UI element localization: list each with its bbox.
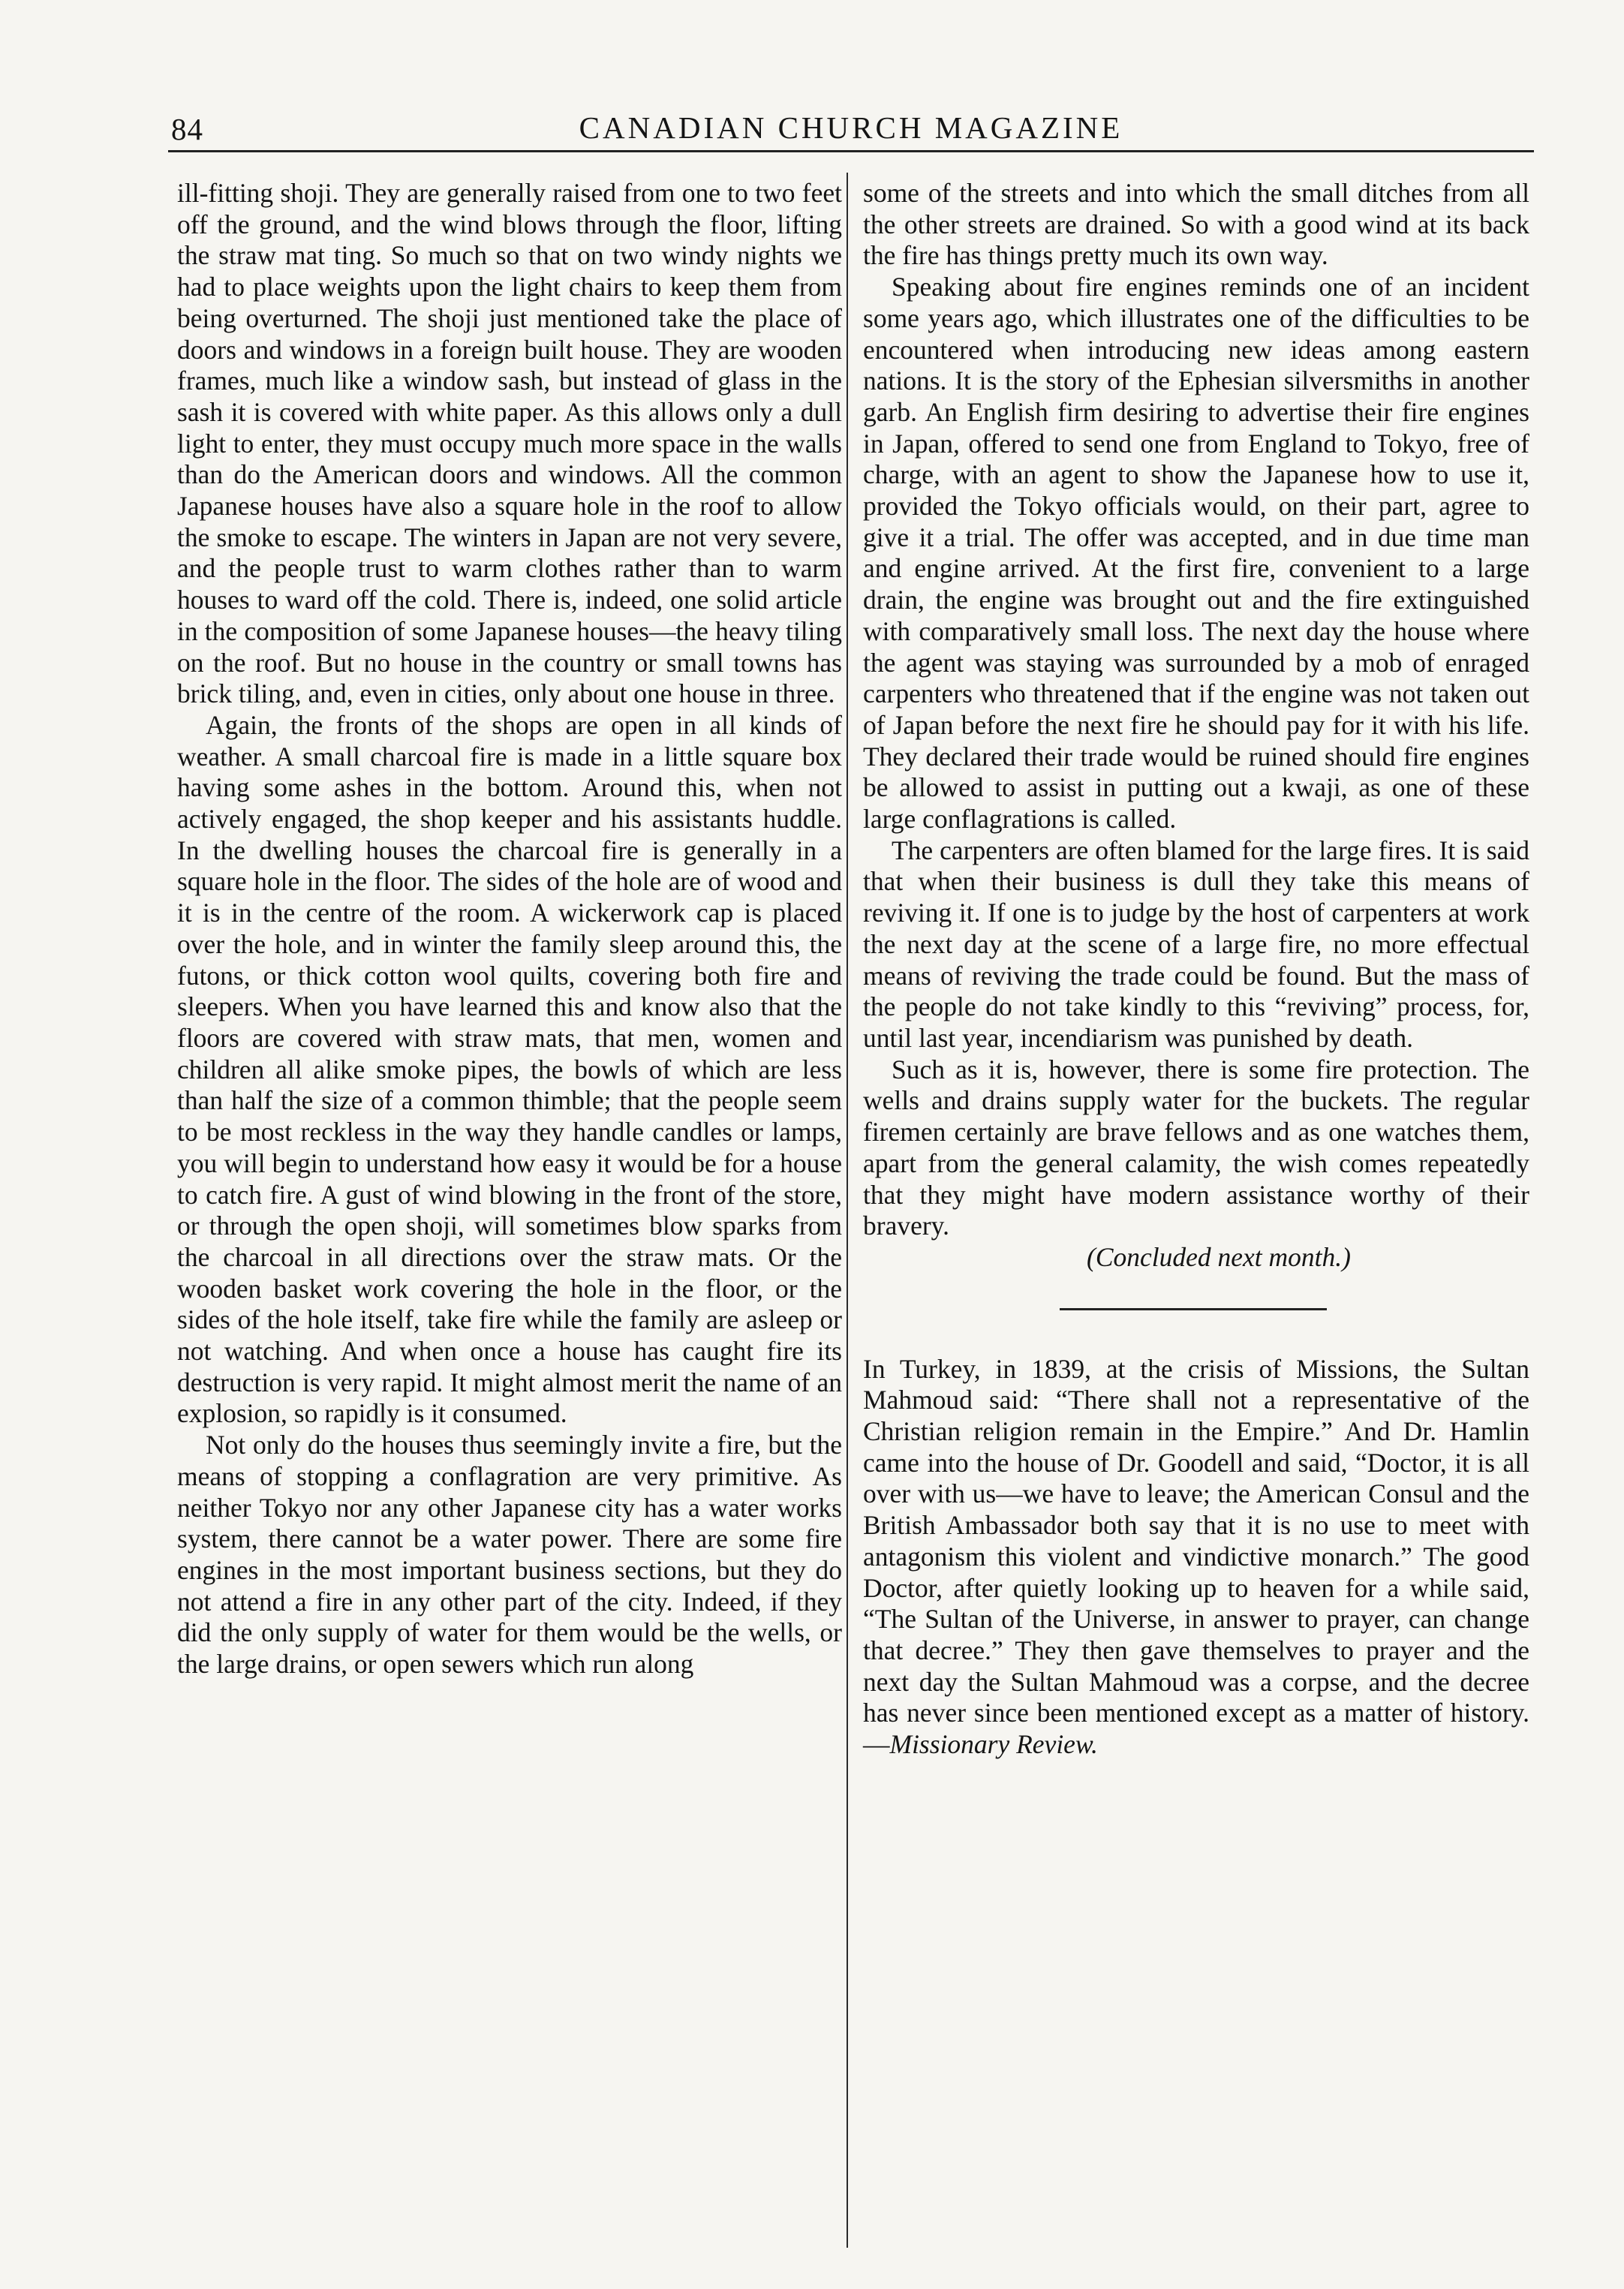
paragraph: some of the streets and into which the small ditches from all the other streets are drained. So with a good wind at its back the fire has things pretty much its own way. bbox=[863, 178, 1529, 271]
section-divider bbox=[1060, 1308, 1327, 1310]
paragraph: Again, the fronts of the shops are open in all kinds of weather. A small charcoal fire is made in a little square box having some ashes in the bottom. Around this, when not actively engaged, the shop keeper and his assistants huddle. In the dwelling houses the charcoal fire is generally in a square hole in the floor. The sides of the hole are of wood and it is in the centre of the room. A wickerwork cap is placed over the hole, and in winter the family sleep around this, the futons, or thick cotton wool quilts, covering both fire and sleepers. When you have learned this and know also that the floors are covered with straw mats, that men, women and children all alike smoke pipes, the bowls of which are less than half the size of a common thimble; that the people seem to be most reckless in the way they handle candles or lamps, you will begin to understand how easy it would be for a house to catch fire. A gust of wind blowing in the front of the store, or through the open shoji, will sometimes blow sparks from the charcoal in all directions over the straw mats. Or the wooden basket work covering the hole in the floor, or the sides of the hole itself, take fire while the family are asleep or not watching. And when once a house has caught fire its destruction is very rapid. It might almost merit the name of an explosion, so rapidly is it consumed. bbox=[177, 709, 842, 1429]
continuation-note: (Concluded next month.) bbox=[1087, 1241, 1351, 1272]
article-paragraph bbox=[863, 1354, 1529, 1761]
paragraph: ill-fitting shoji. They are generally raised from one to two feet off the ground, and the wind blows through the floor, lifting the straw mat ting. So much so that on two windy nights we had to place weights upon the light chairs to keep them from being overturned. The shoji just mentioned take the place of doors and windows in a foreign built house. They are wooden frames, much like a window sash, but instead of glass in the sash it is covered with white paper. As this allows only a dull light to enter, they must occupy much more space in the walls than do the American doors and windows. All the common Japanese houses have also a square hole in the roof to allow the smoke to escape. The winters in Japan are not very severe, and the people trust to warm clothes rather than to warm houses to ward off the cold. There is, indeed, one solid article in the composition of some Japanese houses—the heavy tiling on the roof. But no house in the country or small towns has brick tiling, and, even in cities, only about one house in three. bbox=[177, 178, 842, 709]
paragraph: Speaking about fire engines reminds one of an incident some years ago, which illustrates one of the difficulties to be encountered when introducing new ideas among eastern nations. It is the story of the Ephesian silversmiths in another garb. An English firm desiring to advertise their fire engines in Japan, offered to send one from England to Tokyo, free of charge, with an agent to show the Japanese how to use it, provided the Tokyo officials would, on their part, agree to give it a trial. The offer was accepted, and in due time man and engine arrived. At the first fire, convenient to a large drain, the engine was brought out and the fire extinguished with comparatively small loss. The next day the house where the agent was staying was surrounded by a mob of enraged carpenters who threatened that if the engine was not taken out of Japan before the next fire he should pay for it with his life. They declared their trade would be ruined should fire engines be allowed to assist in putting out a kwaji, as one of these large conflagrations is called. bbox=[863, 272, 1529, 835]
right-column bbox=[863, 178, 1529, 1761]
article-text: In Turkey, in 1839, at the crisis of Missions, the Sultan Mahmoud said: “There shall not a representative of the Christian religion remain in the Empire.” And Dr. Hamlin came into the house of Dr. Goodell and said, “Doctor, it is all over with us—we have to leave; the American Consul and the British Ambassador both say that it is no use to meet with antagonism this violent and vindictive monarch.” The good Doctor, after quietly looking up to heaven for a while said, “The Sultan of the Universe, in answer to prayer, can change that decree.” They then gave themselves to prayer and the next day the Sultan Mahmoud was a corpse, and the decree has never since been mentioned except as a matter of history.— bbox=[863, 1353, 1529, 1760]
page-number: 84 bbox=[171, 112, 203, 146]
article-source: Missionary Review. bbox=[889, 1729, 1098, 1760]
column-divider bbox=[847, 173, 848, 2248]
left-column bbox=[177, 178, 842, 1680]
paragraph: Not only do the houses thus seemingly invite a fire, but the means of stopping a conflagration are very primitive. As neither Tokyo nor any other Japanese city has a water works system, there cannot be a water power. There are some fire engines in the most important business sections, but they do not attend a fire in any other part of the city. Indeed, if they did the only supply of water for them would be the wells, or the large drains, or open sewers which run along bbox=[177, 1430, 842, 1680]
paragraph: Such as it is, however, there is some fire protection. The wells and drains supply water for the buckets. The regular firemen certainly are brave fellows and as one watches them, apart from the general calamity, the wish comes repeatedly that they might have modern assistance worthy of their bravery. bbox=[863, 1054, 1529, 1241]
magazine-title: CANADIAN CHURCH MAGAZINE bbox=[579, 110, 1123, 145]
paragraph: The carpenters are often blamed for the large fires. It is said that when their business is dull they take this means of reviving it. If one is to judge by the host of carpenters at work the next day at the scene of a large fire, no more effectual means of reviving the trade could be found. But the mass of the people do not take kindly to this “reviving” process, for, until last year, incendiarism was punished by death. bbox=[863, 835, 1529, 1053]
page-header bbox=[168, 110, 1534, 152]
